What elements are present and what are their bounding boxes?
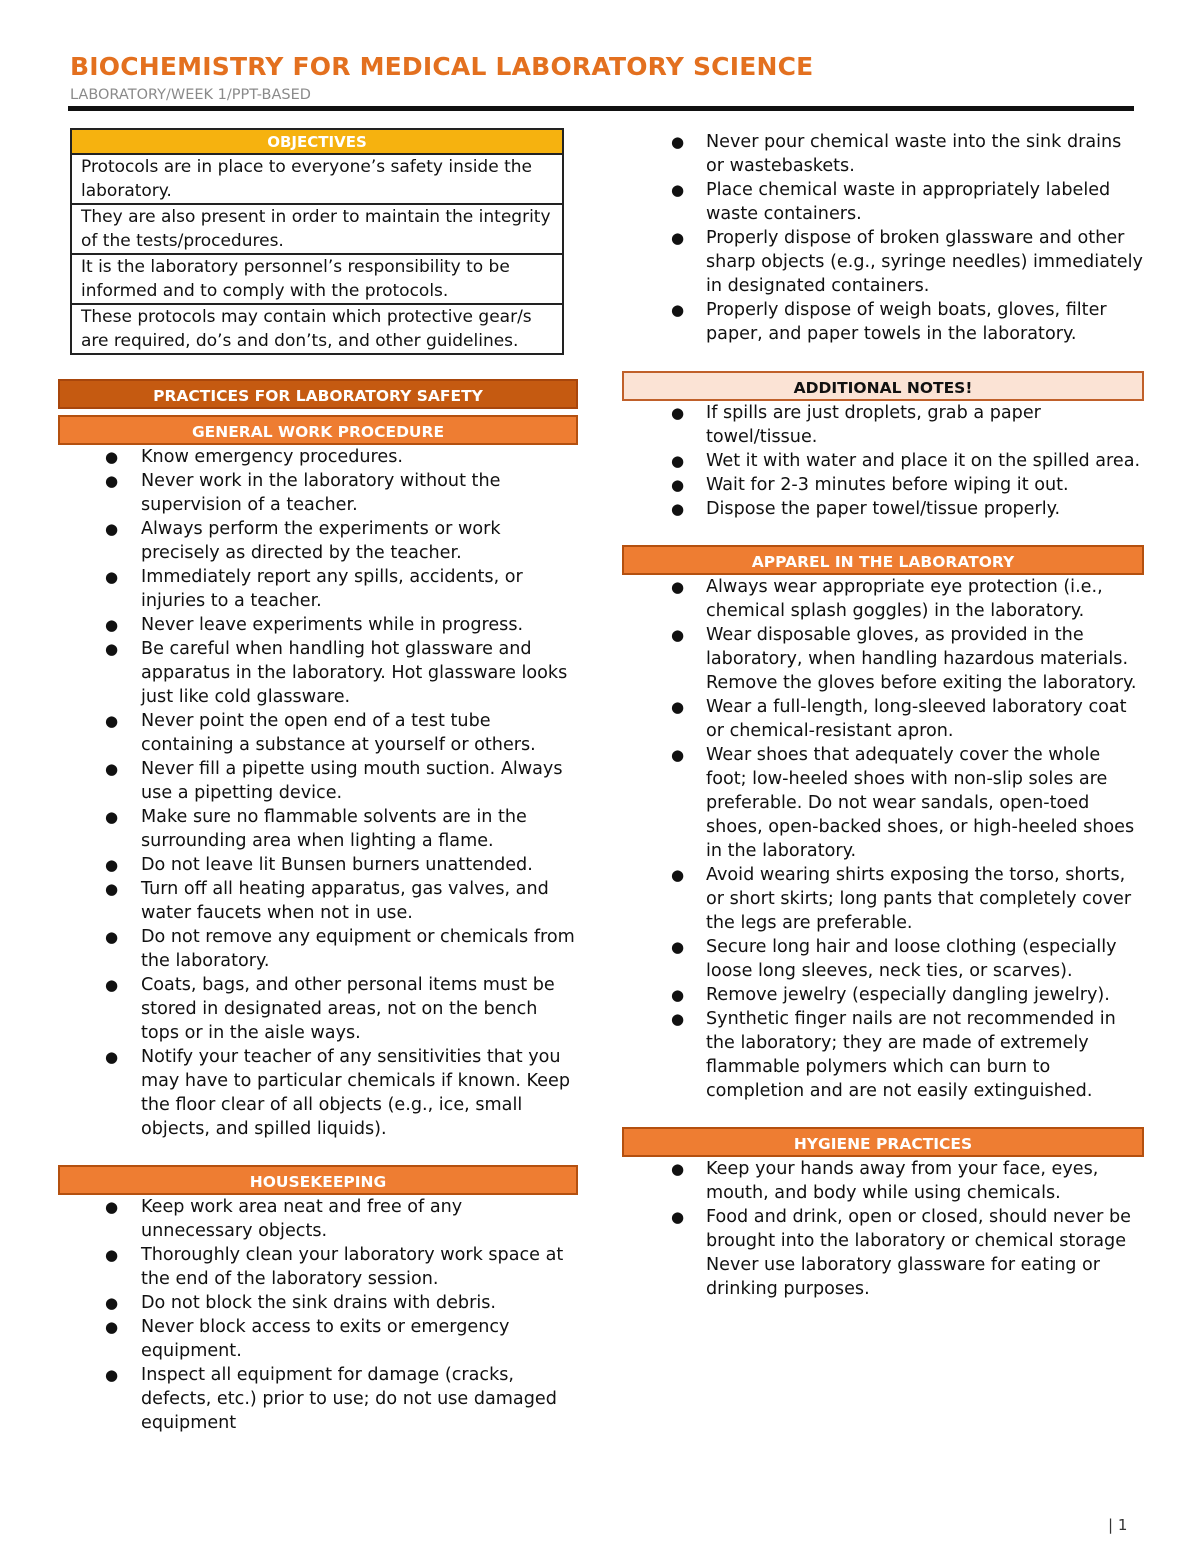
list-item (622, 130, 1144, 178)
list-item (622, 449, 1144, 473)
list-item (58, 1045, 578, 1141)
list-item (58, 853, 578, 877)
list-item-text: Inspect all equipment for damage (cracks, defects, etc.) prior to use; do not use damaged equipment (141, 1365, 557, 1433)
general-work-list (58, 445, 578, 1141)
list-item-text: Food and drink, open or closed, should never be brought into the laboratory or chemical storage Never use laboratory glassware for eating or drinking purposes. (706, 1207, 1131, 1299)
document-subtitle: LABORATORY/WEEK 1/PPT-BASED (70, 87, 311, 103)
list-item (622, 226, 1144, 298)
document-title: BIOCHEMISTRY FOR MEDICAL LABORATORY SCIENCE (70, 52, 814, 81)
additional-notes-list (622, 401, 1144, 521)
bullet-icon: ● (105, 520, 119, 538)
list-item-text: Properly dispose of broken glassware and other sharp objects (e.g., syringe needles) immediately in designated containers. (706, 228, 1143, 296)
list-item-text: Wet it with water and place it on the spilled area. (706, 451, 1141, 471)
list-item-text: Always wear appropriate eye protection (i.e., chemical splash goggles) in the laboratory. (706, 577, 1103, 621)
list-item-text: Place chemical waste in appropriately labeled waste containers. (706, 180, 1111, 224)
bullet-icon: ● (105, 760, 119, 778)
list-item (58, 517, 578, 565)
bullet-icon: ● (105, 1318, 119, 1336)
bullet-icon: ● (671, 986, 685, 1004)
bullet-icon: ● (671, 578, 685, 596)
list-item-text: Never leave experiments while in progress. (141, 615, 524, 635)
list-item-text: Never point the open end of a test tube containing a substance at yourself or others. (141, 711, 536, 755)
bullet-icon: ● (671, 133, 685, 151)
bullet-icon: ● (105, 1246, 119, 1264)
objective-row: They are also present in order to maintain the integrity of the tests/procedures. (72, 205, 562, 255)
list-item-text: Secure long hair and loose clothing (especially loose long sleeves, neck ties, or scarves). (706, 937, 1117, 981)
list-item (58, 1195, 578, 1243)
list-item-text: Synthetic finger nails are not recommended in the laboratory; they are made of extremely flammable polymers which can burn to completion and are not easily extinguished. (706, 1009, 1116, 1101)
list-item-text: Know emergency procedures. (141, 447, 403, 467)
list-item (622, 743, 1144, 863)
bullet-icon: ● (105, 1048, 119, 1066)
list-item (622, 497, 1144, 521)
list-item (58, 877, 578, 925)
list-item-text: Notify your teacher of any sensitivities that you may have to particular chemicals if known. Keep the floor clear of all objects (e.g., ice, small objects, and spilled liquids). (141, 1047, 570, 1139)
bullet-icon: ● (105, 928, 119, 946)
page-number: | 1 (1108, 1516, 1128, 1534)
bullet-icon: ● (671, 452, 685, 470)
list-item (58, 613, 578, 637)
list-item (58, 757, 578, 805)
list-item (58, 565, 578, 613)
objective-row: These protocols may contain which protective gear/s are required, do’s and don’ts, and other guidelines. (81, 307, 532, 351)
bullet-icon: ● (671, 229, 685, 247)
list-item-text: If spills are just droplets, grab a paper towel/tissue. (706, 403, 1041, 447)
list-item (622, 1007, 1144, 1103)
apparel-heading: APPAREL IN THE LABORATORY (622, 545, 1144, 575)
list-item-text: Do not leave lit Bunsen burners unattended. (141, 855, 533, 875)
list-item-text: Keep work area neat and free of any unnecessary objects. (141, 1197, 463, 1241)
list-item (622, 1205, 1144, 1301)
list-item-text: Thoroughly clean your laboratory work space at the end of the laboratory session. (141, 1245, 564, 1289)
bullet-icon: ● (671, 476, 685, 494)
bullet-icon: ● (671, 1010, 685, 1028)
list-item (58, 637, 578, 709)
right-column (622, 130, 1144, 1301)
bullet-icon: ● (671, 938, 685, 956)
objective-row: It is the laboratory personnel’s responsibility to be informed and to comply with the protocols. (72, 255, 562, 305)
list-item-text: Keep your hands away from your face, eyes, mouth, and body while using chemicals. (706, 1159, 1099, 1203)
list-item (58, 445, 578, 469)
bullet-icon: ● (105, 880, 119, 898)
list-item (622, 623, 1144, 695)
list-item (622, 983, 1144, 1007)
bullet-icon: ● (105, 640, 119, 658)
bullet-icon: ● (105, 808, 119, 826)
list-item-text: Properly dispose of weigh boats, gloves, filter paper, and paper towels in the laboratory. (706, 300, 1107, 344)
list-item (58, 973, 578, 1045)
list-item-text: Dispose the paper towel/tissue properly. (706, 499, 1061, 519)
list-item (58, 805, 578, 853)
list-item-text: Do not block the sink drains with debris. (141, 1293, 496, 1313)
bullet-icon: ● (671, 404, 685, 422)
list-item-text: Never fill a pipette using mouth suction. Always use a pipetting device. (141, 759, 563, 803)
bullet-icon: ● (105, 1294, 119, 1312)
list-item (58, 469, 578, 517)
additional-notes-heading: ADDITIONAL NOTES! (622, 371, 1144, 401)
bullet-icon: ● (671, 698, 685, 716)
housekeeping-heading: HOUSEKEEPING (58, 1165, 578, 1195)
list-item (622, 695, 1144, 743)
practices-heading: PRACTICES FOR LABORATORY SAFETY (58, 379, 578, 409)
bullet-icon: ● (671, 1160, 685, 1178)
bullet-icon: ● (105, 568, 119, 586)
list-item (622, 178, 1144, 226)
bullet-icon: ● (671, 1208, 685, 1226)
bullet-icon: ● (105, 1198, 119, 1216)
list-item (622, 298, 1144, 346)
bullet-icon: ● (105, 472, 119, 490)
list-item (58, 1315, 578, 1363)
bullet-icon: ● (105, 856, 119, 874)
objectives-heading: OBJECTIVES (72, 130, 562, 155)
objective-row: Protocols are in place to everyone’s safety inside the laboratory. (72, 155, 562, 205)
bullet-icon: ● (105, 1366, 119, 1384)
list-item (622, 401, 1144, 449)
list-item (58, 1291, 578, 1315)
bullet-icon: ● (671, 301, 685, 319)
list-item (58, 925, 578, 973)
bullet-icon: ● (105, 712, 119, 730)
list-item-text: Never pour chemical waste into the sink drains or wastebaskets. (706, 132, 1122, 176)
list-item-text: Make sure no flammable solvents are in the surrounding area when lighting a flame. (141, 807, 527, 851)
list-item (622, 863, 1144, 935)
list-item (622, 575, 1144, 623)
bullet-icon: ● (671, 626, 685, 644)
list-item (622, 935, 1144, 983)
general-work-heading: GENERAL WORK PROCEDURE (58, 415, 578, 445)
list-item-text: Wear a full-length, long-sleeved laboratory coat or chemical-resistant apron. (706, 697, 1127, 741)
hygiene-list (622, 1157, 1144, 1301)
list-item-text: Be careful when handling hot glassware and apparatus in the laboratory. Hot glassware looks just like cold glassware. (141, 639, 568, 707)
housekeeping-list (58, 1195, 578, 1435)
list-item-text: Remove jewelry (especially dangling jewelry). (706, 985, 1110, 1005)
list-item (58, 1363, 578, 1435)
list-item-text: Wait for 2-3 minutes before wiping it out. (706, 475, 1069, 495)
list-item-text: Immediately report any spills, accidents, or injuries to a teacher. (141, 567, 523, 611)
list-item (58, 709, 578, 757)
list-item-text: Wear disposable gloves, as provided in the laboratory, when handling hazardous materials. Remove the gloves before exiting the laboratory. (706, 625, 1137, 693)
bullet-icon: ● (671, 500, 685, 518)
bullet-icon: ● (105, 616, 119, 634)
list-item (58, 1243, 578, 1291)
waste-list (622, 130, 1144, 346)
list-item-text: Avoid wearing shirts exposing the torso, shorts, or short skirts; long pants that completely cover the legs are preferable. (706, 865, 1132, 933)
left-column (58, 128, 578, 1435)
apparel-list (622, 575, 1144, 1103)
list-item (622, 1157, 1144, 1205)
bullet-icon: ● (105, 976, 119, 994)
bullet-icon: ● (671, 746, 685, 764)
list-item (622, 473, 1144, 497)
list-item-text: Turn off all heating apparatus, gas valves, and water faucets when not in use. (141, 879, 549, 923)
bullet-icon: ● (105, 448, 119, 466)
objectives-table (70, 128, 564, 355)
header-divider (68, 106, 1134, 111)
list-item-text: Wear shoes that adequately cover the whole foot; low-heeled shoes with non-slip soles are preferable. Do not wear sandals, open-toed shoes, open-backed shoes, or high-heeled shoes in the laboratory. (706, 745, 1135, 861)
bullet-icon: ● (671, 866, 685, 884)
bullet-icon: ● (671, 181, 685, 199)
list-item-text: Never block access to exits or emergency equipment. (141, 1317, 510, 1361)
list-item-text: Coats, bags, and other personal items must be stored in designated areas, not on the bench tops or in the aisle ways. (141, 975, 555, 1043)
list-item-text: Do not remove any equipment or chemicals from the laboratory. (141, 927, 575, 971)
list-item-text: Always perform the experiments or work precisely as directed by the teacher. (141, 519, 501, 563)
list-item-text: Never work in the laboratory without the supervision of a teacher. (141, 471, 501, 515)
hygiene-heading: HYGIENE PRACTICES (622, 1127, 1144, 1157)
